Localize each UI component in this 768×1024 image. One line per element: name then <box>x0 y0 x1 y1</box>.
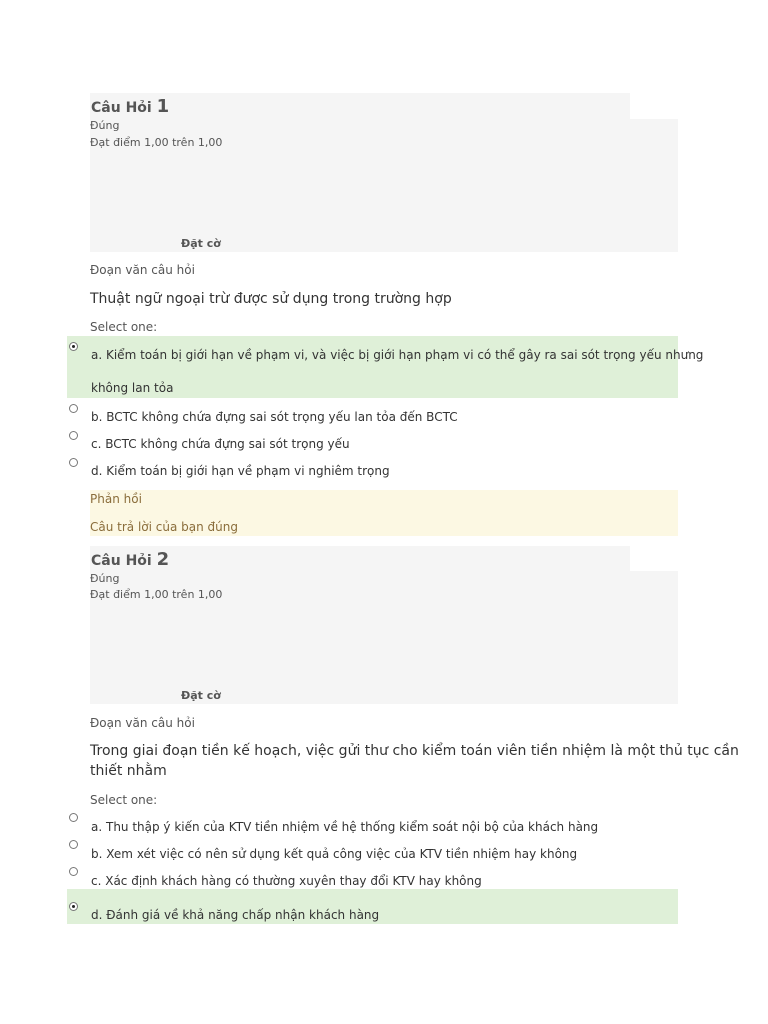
q2-option-c-label[interactable]: c. Xác định khách hàng có thường xuyên thay đổi KTV hay không <box>91 874 482 888</box>
q1-number: 1 <box>156 96 170 117</box>
q2-title <box>91 549 169 570</box>
q2-option-b-label[interactable]: b. Xem xét việc có nên sử dụng kết quả công việc của KTV tiền nhiệm hay không <box>91 847 578 861</box>
q1-option-a-label-cont[interactable]: không lan tỏa <box>91 381 174 395</box>
q1-flag-link[interactable]: Đặt cờ <box>181 237 221 250</box>
q2-question-text-line2: thiết nhằm <box>90 763 167 779</box>
q2-title-label: Câu Hỏi <box>91 553 152 569</box>
q1-state: Đúng <box>90 119 120 132</box>
q2-option-b-radio[interactable] <box>69 840 78 849</box>
q2-info-header <box>90 546 630 572</box>
q2-grade: Đạt điểm 1,00 trên 1,00 <box>90 588 223 601</box>
q1-option-b-label[interactable]: b. BCTC không chứa đựng sai sót trọng yếu lan tỏa đến BCTC <box>91 410 458 424</box>
q1-question-text: Thuật ngữ ngoại trừ được sử dụng trong trường hợp <box>90 291 452 307</box>
q1-option-a-label[interactable]: a. Kiểm toán bị giới hạn về phạm vi, và việc bị giới hạn phạm vi có thể gây ra sai sót trọng yếu nhưng <box>91 348 704 362</box>
q2-option-a-label[interactable]: a. Thu thập ý kiến của KTV tiền nhiệm về hệ thống kiểm soát nội bộ của khách hàng <box>91 820 599 834</box>
q2-flag-link[interactable]: Đặt cờ <box>181 689 221 702</box>
q1-select-label: Select one: <box>90 320 158 334</box>
q1-info-header <box>90 93 630 120</box>
q1-option-a-radio[interactable] <box>69 342 78 351</box>
q2-text-label: Đoạn văn câu hỏi <box>90 716 195 730</box>
q2-option-d-label[interactable]: d. Đánh giá về khả năng chấp nhận khách hàng <box>91 908 380 922</box>
q1-option-d-radio[interactable] <box>69 458 78 467</box>
q1-option-b-radio[interactable] <box>69 404 78 413</box>
q1-feedback-label: Phản hồi <box>90 492 142 506</box>
q1-grade: Đạt điểm 1,00 trên 1,00 <box>90 136 223 149</box>
q2-select-label: Select one: <box>90 793 158 807</box>
q2-option-d-radio[interactable] <box>69 902 78 911</box>
q1-title-label: Câu Hỏi <box>91 100 152 116</box>
q2-option-c-radio[interactable] <box>69 867 78 876</box>
q2-state: Đúng <box>90 572 120 585</box>
q2-number: 2 <box>156 549 170 570</box>
q1-option-d-label[interactable]: d. Kiểm toán bị giới hạn về phạm vi nghiêm trọng <box>91 464 390 478</box>
q1-option-c-radio[interactable] <box>69 431 78 440</box>
q2-option-a-radio[interactable] <box>69 813 78 822</box>
q1-title <box>91 96 169 117</box>
q2-question-text-line1: Trong giai đoạn tiền kế hoạch, việc gửi thư cho kiểm toán viên tiền nhiệm là một thủ tục cần <box>90 743 739 759</box>
q1-option-c-label[interactable]: c. BCTC không chứa đựng sai sót trọng yếu <box>91 437 350 451</box>
q1-text-label: Đoạn văn câu hỏi <box>90 263 195 277</box>
q1-feedback-text: Câu trả lời của bạn đúng <box>90 520 238 534</box>
